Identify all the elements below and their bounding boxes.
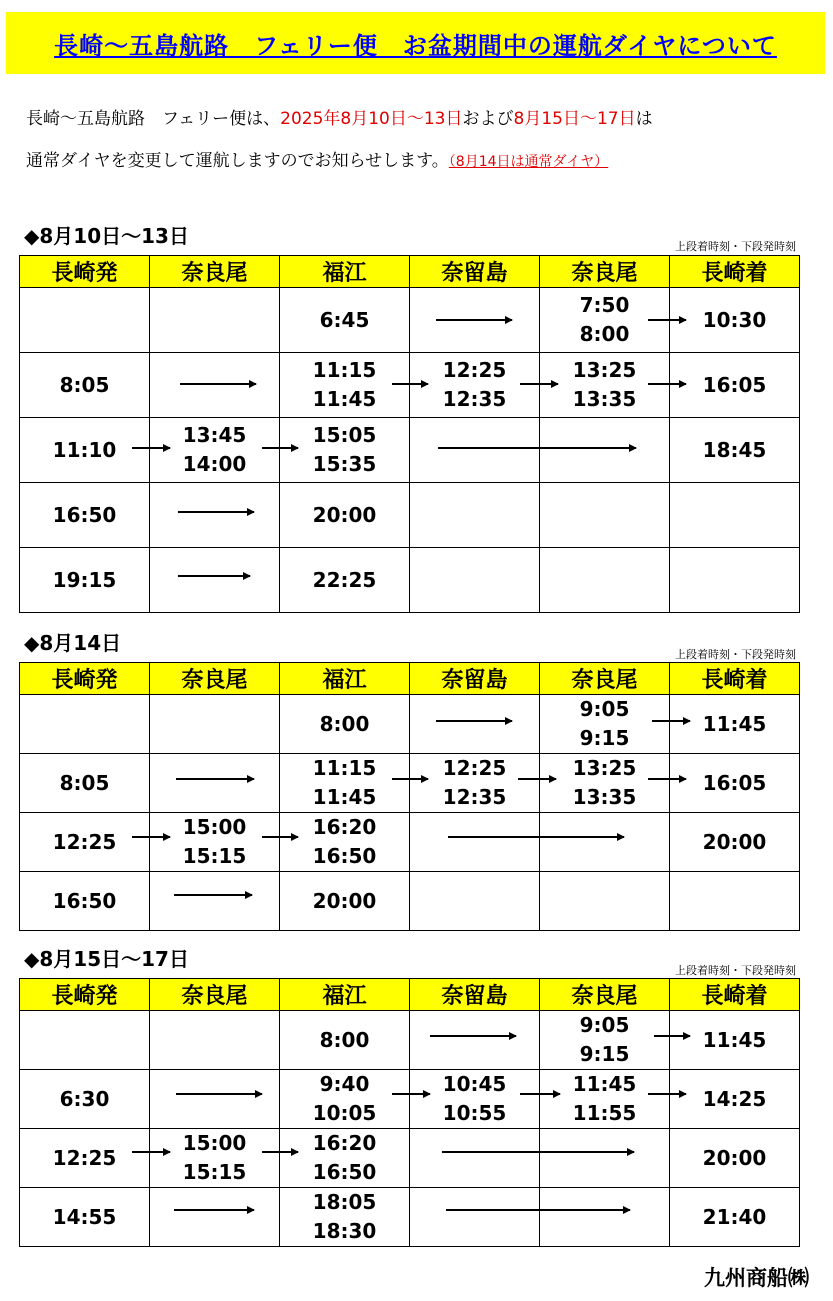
time-value: 15:15: [182, 1160, 247, 1184]
time-value: 6:30: [59, 1086, 110, 1111]
time-cell: [670, 418, 800, 483]
time-cell: [20, 695, 150, 754]
column-header: 奈良尾: [150, 663, 280, 695]
time-cell: [410, 1129, 540, 1188]
table-row: [20, 1188, 800, 1247]
time-value: 14:00: [182, 452, 247, 476]
time-value: 13:35: [572, 387, 637, 411]
time-value: 8:00: [319, 711, 370, 736]
time-cell: [280, 1129, 410, 1188]
time-cell: [150, 872, 280, 931]
intro-text: は: [635, 109, 653, 129]
time-cell: [20, 1188, 150, 1247]
time-value: 9:15: [579, 1042, 630, 1066]
time-cell: [540, 353, 670, 418]
time-value: 11:45: [702, 711, 767, 736]
time-cell: [410, 1011, 540, 1070]
time-value: 6:45: [319, 307, 370, 332]
time-cell: [540, 548, 670, 613]
table-row: [20, 1011, 800, 1070]
time-value: 8:00: [319, 1027, 370, 1052]
time-value: 18:30: [312, 1219, 377, 1243]
time-cell: [150, 1011, 280, 1070]
time-cell: [670, 1188, 800, 1247]
time-cell: [280, 754, 410, 813]
column-header: 奈良尾: [540, 979, 670, 1011]
timetable: [19, 662, 800, 931]
section-title: ◆8月10日～13日: [24, 224, 189, 248]
time-cell: [540, 1011, 670, 1070]
time-cell: [410, 813, 540, 872]
time-cell: [540, 288, 670, 353]
time-cell: [20, 872, 150, 931]
column-header: 奈良尾: [150, 979, 280, 1011]
time-value: 16:50: [312, 1160, 377, 1184]
table-row: [20, 872, 800, 931]
column-header: 長崎発: [20, 663, 150, 695]
time-value: 11:45: [572, 1072, 637, 1096]
time-value: 18:05: [312, 1190, 377, 1214]
time-cell: [410, 418, 540, 483]
time-cell: [280, 548, 410, 613]
time-cell: [280, 1070, 410, 1129]
time-value: 12:35: [442, 387, 507, 411]
table-row: [20, 548, 800, 613]
time-value: 16:50: [312, 844, 377, 868]
time-cell: [280, 353, 410, 418]
time-cell: [540, 813, 670, 872]
time-value: 18:45: [702, 437, 767, 462]
section-title: ◆8月15日～17日: [24, 947, 189, 971]
table-row: [20, 353, 800, 418]
time-cell: [670, 353, 800, 418]
time-value: 14:55: [52, 1204, 117, 1229]
time-cell: [150, 483, 280, 548]
time-cell: [150, 418, 280, 483]
time-cell: [670, 1070, 800, 1129]
time-value: 12:35: [442, 785, 507, 809]
time-value: 11:45: [312, 785, 377, 809]
time-value: 10:55: [442, 1101, 507, 1125]
section-title: ◆8月14日: [24, 631, 122, 655]
time-value: 8:05: [59, 770, 110, 795]
time-value: 15:35: [312, 452, 377, 476]
time-cell: [670, 754, 800, 813]
time-cell: [20, 813, 150, 872]
time-value: 9:05: [579, 697, 630, 721]
time-cell: [20, 1129, 150, 1188]
table-row: [20, 813, 800, 872]
time-value: 9:05: [579, 1013, 630, 1037]
company-name: 九州商船㈱: [704, 1266, 809, 1290]
time-value: 20:00: [702, 1145, 767, 1170]
column-header: 奈良尾: [540, 663, 670, 695]
time-cell: [150, 813, 280, 872]
table-row: [20, 483, 800, 548]
time-cell: [540, 1129, 670, 1188]
time-value: 11:15: [312, 756, 377, 780]
column-header: 福江: [280, 979, 410, 1011]
page-title: 長崎～五島航路 フェリー便 お盆期間中の運航ダイヤについて: [54, 31, 777, 60]
time-cell: [410, 548, 540, 613]
column-header: 長崎発: [20, 256, 150, 288]
time-cell: [540, 695, 670, 754]
time-cell: [280, 483, 410, 548]
time-value: 16:50: [52, 888, 117, 913]
time-value: 20:00: [702, 829, 767, 854]
time-cell: [280, 872, 410, 931]
time-value: 16:05: [702, 770, 767, 795]
time-value: 13:25: [572, 756, 637, 780]
time-cell: [20, 754, 150, 813]
time-cell: [20, 548, 150, 613]
time-value: 16:20: [312, 815, 377, 839]
time-value: 13:35: [572, 785, 637, 809]
time-legend: 上段着時刻・下段発時刻: [675, 240, 796, 253]
time-cell: [150, 1129, 280, 1188]
time-value: 11:45: [312, 387, 377, 411]
intro-line-2: [26, 146, 608, 171]
time-value: 7:50: [579, 293, 630, 317]
intro-normal-note: （8月14日は通常ダイヤ）: [448, 154, 609, 170]
time-value: 11:15: [312, 358, 377, 382]
column-header: 奈良尾: [540, 256, 670, 288]
column-header: 長崎着: [670, 663, 800, 695]
time-legend: 上段着時刻・下段発時刻: [675, 648, 796, 661]
time-value: 16:50: [52, 502, 117, 527]
time-cell: [20, 353, 150, 418]
time-cell: [280, 695, 410, 754]
time-value: 8:00: [579, 322, 630, 346]
time-cell: [20, 288, 150, 353]
time-value: 13:25: [572, 358, 637, 382]
time-value: 15:15: [182, 844, 247, 868]
column-header: 長崎発: [20, 979, 150, 1011]
time-cell: [20, 418, 150, 483]
table-row: [20, 288, 800, 353]
time-value: 16:05: [702, 372, 767, 397]
time-cell: [670, 288, 800, 353]
time-cell: [410, 1188, 540, 1247]
intro-date-range-1: 2025年8月10日～13日: [280, 109, 463, 129]
time-value: 9:15: [579, 726, 630, 750]
time-value: 20:00: [312, 888, 377, 913]
time-cell: [20, 1011, 150, 1070]
time-cell: [670, 483, 800, 548]
time-value: 15:00: [182, 1131, 247, 1155]
time-value: 11:55: [572, 1101, 637, 1125]
time-value: 19:15: [52, 567, 117, 592]
time-cell: [410, 288, 540, 353]
intro-line-1: [26, 104, 653, 129]
time-cell: [150, 353, 280, 418]
intro-text: 長崎～五島航路 フェリー便は、: [26, 109, 281, 129]
time-cell: [150, 1188, 280, 1247]
column-header: 長崎着: [670, 256, 800, 288]
time-cell: [410, 483, 540, 548]
time-value: 16:20: [312, 1131, 377, 1155]
time-value: 22:25: [312, 567, 377, 592]
time-cell: [150, 754, 280, 813]
time-value: 20:00: [312, 502, 377, 527]
intro-text: および: [462, 109, 514, 129]
time-value: 10:45: [442, 1072, 507, 1096]
time-cell: [670, 1129, 800, 1188]
time-cell: [410, 353, 540, 418]
time-cell: [150, 1070, 280, 1129]
time-cell: [410, 695, 540, 754]
time-cell: [540, 483, 670, 548]
time-value: 9:40: [319, 1072, 370, 1096]
time-cell: [540, 754, 670, 813]
table-row: [20, 754, 800, 813]
time-value: 13:45: [182, 423, 247, 447]
table-row: [20, 418, 800, 483]
column-header: 奈留島: [410, 256, 540, 288]
intro-date-range-2: 8月15日～17日: [513, 109, 636, 129]
time-cell: [150, 695, 280, 754]
time-value: 12:25: [442, 358, 507, 382]
time-value: 12:25: [52, 829, 117, 854]
time-value: 12:25: [442, 756, 507, 780]
time-cell: [280, 813, 410, 872]
time-value: 15:05: [312, 423, 377, 447]
time-value: 14:25: [702, 1086, 767, 1111]
timetable: [19, 255, 800, 613]
time-cell: [280, 1011, 410, 1070]
time-value: 11:45: [702, 1027, 767, 1052]
time-value: 8:05: [59, 372, 110, 397]
time-cell: [670, 813, 800, 872]
time-cell: [280, 418, 410, 483]
time-legend: 上段着時刻・下段発時刻: [675, 964, 796, 977]
table-row: [20, 1129, 800, 1188]
time-cell: [20, 483, 150, 548]
column-header: 奈良尾: [150, 256, 280, 288]
time-cell: [280, 288, 410, 353]
column-header: 奈留島: [410, 979, 540, 1011]
intro-text: 通常ダイヤを変更して運航しますのでお知らせします。: [26, 151, 449, 171]
title-banner: [6, 12, 825, 74]
time-cell: [670, 695, 800, 754]
time-value: 10:30: [702, 307, 767, 332]
time-cell: [410, 754, 540, 813]
time-cell: [20, 1070, 150, 1129]
time-cell: [670, 872, 800, 931]
table-row: [20, 1070, 800, 1129]
time-cell: [280, 1188, 410, 1247]
time-cell: [150, 548, 280, 613]
time-value: 15:00: [182, 815, 247, 839]
time-cell: [670, 548, 800, 613]
time-value: 10:05: [312, 1101, 377, 1125]
time-cell: [540, 1070, 670, 1129]
column-header: 長崎着: [670, 979, 800, 1011]
time-cell: [670, 1011, 800, 1070]
time-cell: [540, 418, 670, 483]
time-cell: [410, 872, 540, 931]
timetable: [19, 978, 800, 1247]
time-cell: [540, 1188, 670, 1247]
column-header: 奈留島: [410, 663, 540, 695]
time-value: 12:25: [52, 1145, 117, 1170]
time-cell: [150, 288, 280, 353]
column-header: 福江: [280, 256, 410, 288]
table-row: [20, 695, 800, 754]
time-cell: [410, 1070, 540, 1129]
time-value: 21:40: [702, 1204, 767, 1229]
time-cell: [540, 872, 670, 931]
time-value: 11:10: [52, 437, 117, 462]
column-header: 福江: [280, 663, 410, 695]
